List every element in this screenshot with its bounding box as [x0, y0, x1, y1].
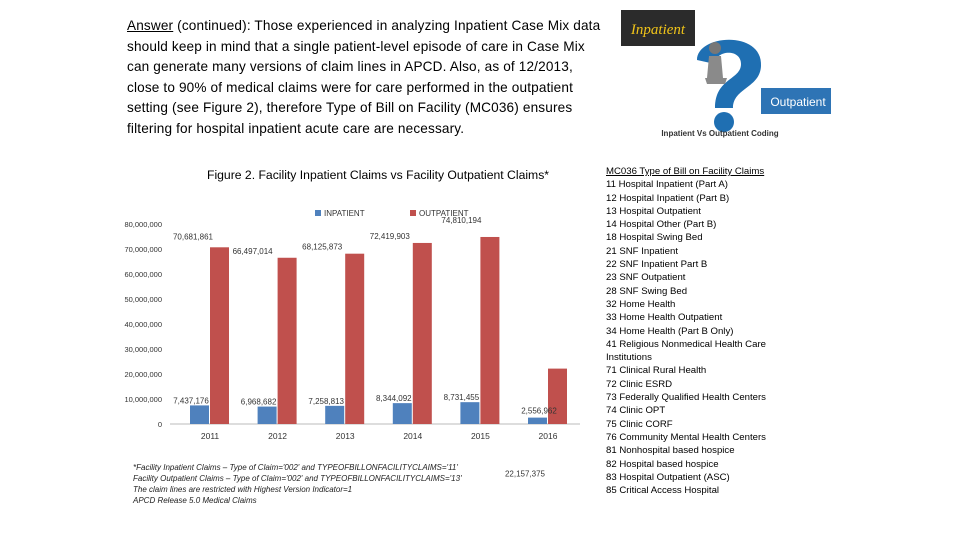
outpatient-data-label: 70,681,861	[172, 232, 214, 242]
footnote-line: *Facility Inpatient Claims – Type of Claim='002' and TYPEOFBILLONFACILITYCLAIMS='11'	[133, 463, 458, 472]
y-tick-label: 20,000,000	[124, 370, 162, 379]
type-of-bill-item: 33 Home Health Outpatient	[606, 312, 723, 324]
legend-swatch	[410, 210, 416, 216]
x-tick-label: 2013	[335, 431, 355, 441]
type-of-bill-item: 72 Clinic ESRD	[606, 378, 673, 390]
y-tick-label: 60,000,000	[124, 270, 162, 279]
type-of-bill-item: 83 Hospital Outpatient (ASC)	[606, 471, 730, 483]
outpatient-bar	[278, 258, 297, 424]
type-of-bill-item: 11 Hospital Inpatient (Part A)	[606, 179, 728, 191]
y-tick-label: 70,000,000	[124, 245, 162, 254]
type-of-bill-item: 71 Clinical Rural Health	[606, 365, 707, 377]
outpatient-data-label: 74,810,194	[441, 215, 482, 225]
outpatient-data-label: 72,419,903	[369, 231, 410, 241]
type-of-bill-item: 41 Religious Nonmedical Health Care	[606, 338, 766, 350]
outpatient-data-label: 22,157,375	[504, 469, 546, 479]
figure-title: Figure 2. Facility Inpatient Claims vs Facility Outpatient Claims*	[207, 168, 550, 182]
inpatient-data-label: 7,437,176	[173, 396, 209, 406]
outpatient-data-label: 66,497,014	[232, 246, 273, 256]
x-tick-label: 2011	[200, 431, 220, 441]
inpatient-bar	[258, 407, 277, 424]
type-of-bill-item: Institutions	[606, 352, 652, 364]
question-mark-icon	[697, 40, 761, 108]
x-tick-label: 2014	[403, 431, 423, 441]
type-of-bill-item: 32 Home Health	[606, 298, 676, 310]
type-of-bill-item: 28 SNF Swing Bed	[606, 285, 688, 297]
type-of-bill-item: 23 SNF Outpatient	[606, 272, 686, 284]
type-of-bill-item: 13 Hospital Outpatient	[606, 205, 701, 217]
inpatient-data-label: 8,731,455	[443, 393, 480, 403]
chart-footnote	[133, 462, 462, 506]
inpatient-bar	[393, 403, 412, 424]
type-of-bill-item: 73 Federally Qualified Health Centers	[606, 392, 766, 404]
type-of-bill-rows	[606, 178, 806, 497]
inpatient-data-label: 2,556,962	[521, 406, 557, 416]
inpatient-data-label: 6,968,682	[240, 397, 277, 407]
y-tick-label: 40,000,000	[124, 320, 162, 329]
answer-lead: Answer	[127, 18, 174, 33]
type-of-bill-item: 75 Clinic CORF	[606, 418, 673, 430]
outpatient-bar	[480, 237, 499, 424]
outpatient-bar	[345, 254, 364, 424]
type-of-bill-item: 81 Nonhospital based hospice	[606, 445, 735, 457]
answer-paragraph	[127, 16, 605, 140]
legend-label: INPATIENT	[324, 209, 365, 218]
inpatient-data-label: 8,344,092	[376, 394, 412, 404]
x-tick-label: 2015	[470, 431, 490, 441]
inpatient-bar	[528, 418, 547, 424]
type-of-bill-list	[606, 165, 806, 497]
type-of-bill-item: 22 SNF Inpatient Part B	[606, 259, 708, 271]
footnote-line: The claim lines are restricted with Highest Version Indicator=1	[133, 485, 353, 494]
y-tick-label: 80,000,000	[124, 220, 162, 229]
type-of-bill-item: 85 Critical Access Hospital	[606, 485, 720, 497]
footnote-line: Facility Outpatient Claims – Type of Claim='002' and TYPEOFBILLONFACILITYCLAIMS='13'	[133, 474, 462, 483]
type-of-bill-header: MC036 Type of Bill on Facility Claims	[606, 166, 765, 177]
inpatient-bar	[460, 402, 479, 424]
figure-head-icon	[709, 42, 721, 54]
outpatient-bar	[210, 247, 229, 424]
inpatient-bar	[190, 405, 209, 424]
logo-caption: Inpatient Vs Outpatient Coding	[661, 129, 779, 138]
y-tick-label: 30,000,000	[124, 345, 162, 354]
outpatient-bar	[413, 243, 432, 424]
outpatient-data-label: 68,125,873	[302, 242, 343, 252]
x-tick-label: 2016	[538, 431, 558, 441]
outpatient-bar	[548, 369, 567, 424]
answer-text: (continued): Those experienced in analyzing Inpatient Case Mix data should keep in mind that a single patient-level episode of care in Case Mix can generate many versions of claim lines in APCD. Also, as of 12/2013, close to 90% of medical claims were for care performed in the outpatient setting (see Figure 2), therefore Type of Bill on Facility (MC036) ensures filtering for hospital inpatient acute care are necessary.	[127, 18, 601, 136]
y-tick-label: 10,000,000	[124, 395, 162, 404]
type-of-bill-item: 74 Clinic OPT	[606, 405, 666, 417]
type-of-bill-item: 34 Home Health (Part B Only)	[606, 325, 734, 337]
y-tick-label: 50,000,000	[124, 295, 162, 304]
type-of-bill-item: 18 Hospital Swing Bed	[606, 232, 703, 244]
type-of-bill-item: 76 Community Mental Health Centers	[606, 431, 766, 443]
inpatient-tag-label: Inpatient	[630, 22, 686, 38]
inpatient-data-label: 7,258,813	[308, 396, 344, 406]
type-of-bill-item: 82 Hospital based hospice	[606, 458, 719, 470]
footnote-line: APCD Release 5.0 Medical Claims	[133, 496, 257, 505]
x-tick-label: 2012	[268, 431, 288, 441]
legend-label: OUTPATIENT	[419, 209, 469, 218]
legend-swatch	[315, 210, 321, 216]
type-of-bill-item: 14 Hospital Other (Part B)	[606, 219, 717, 231]
outpatient-tag-label: Outpatient	[770, 95, 826, 109]
inpatient-outpatient-logo	[615, 8, 826, 143]
type-of-bill-item: 21 SNF Inpatient	[606, 245, 678, 257]
y-tick-label: 0	[157, 420, 162, 429]
type-of-bill-item: 12 Hospital Inpatient (Part B)	[606, 192, 730, 204]
inpatient-bar	[325, 406, 344, 424]
